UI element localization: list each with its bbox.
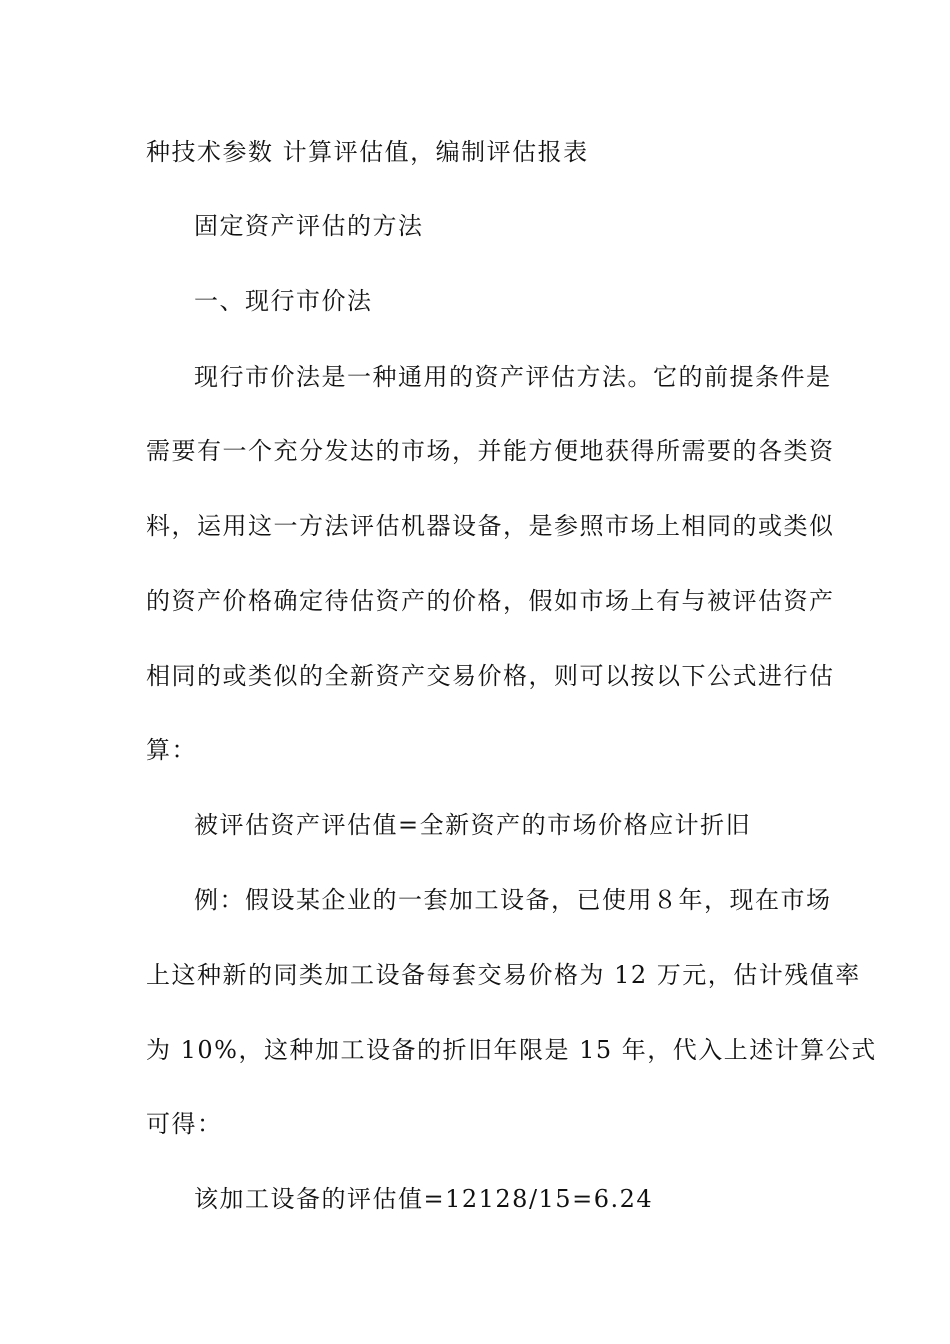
paragraph-line: 相同的或类似的全新资产交易价格，则可以按以下公式进行估 xyxy=(146,662,835,690)
paragraph-line: 现行市价法是一种通用的资产评估方法。它的前提条件是 xyxy=(194,363,832,391)
example-line: 上这种新的同类加工设备每套交易价格为 12 万元，估计残值率 xyxy=(146,961,861,989)
paragraph-line: 需要有一个充分发达的市场，并能方便地获得所需要的各类资 xyxy=(146,437,835,465)
result-line: 该加工设备的评估值=12128/15=6.24 xyxy=(194,1185,654,1213)
subsection-heading: 一、现行市价法 xyxy=(194,287,373,315)
text-line: 种技术参数 计算评估值，编制评估报表 xyxy=(146,138,589,166)
example-line: 为 10%，这种加工设备的折旧年限是 15 年，代入上述计算公式 xyxy=(146,1036,877,1064)
paragraph-line: 料，运用这一方法评估机器设备，是参照市场上相同的或类似 xyxy=(146,512,835,540)
section-heading: 固定资产评估的方法 xyxy=(194,212,424,240)
paragraph-line: 的资产价格确定待估资产的价格，假如市场上有与被评估资产 xyxy=(146,587,835,615)
formula-line: 被评估资产评估值=全新资产的市场价格应计折旧 xyxy=(194,811,752,839)
example-line: 例：假设某企业的一套加工设备，已使用８年，现在市场 xyxy=(194,886,832,914)
example-line: 可得： xyxy=(146,1110,223,1138)
paragraph-line: 算： xyxy=(146,736,197,764)
